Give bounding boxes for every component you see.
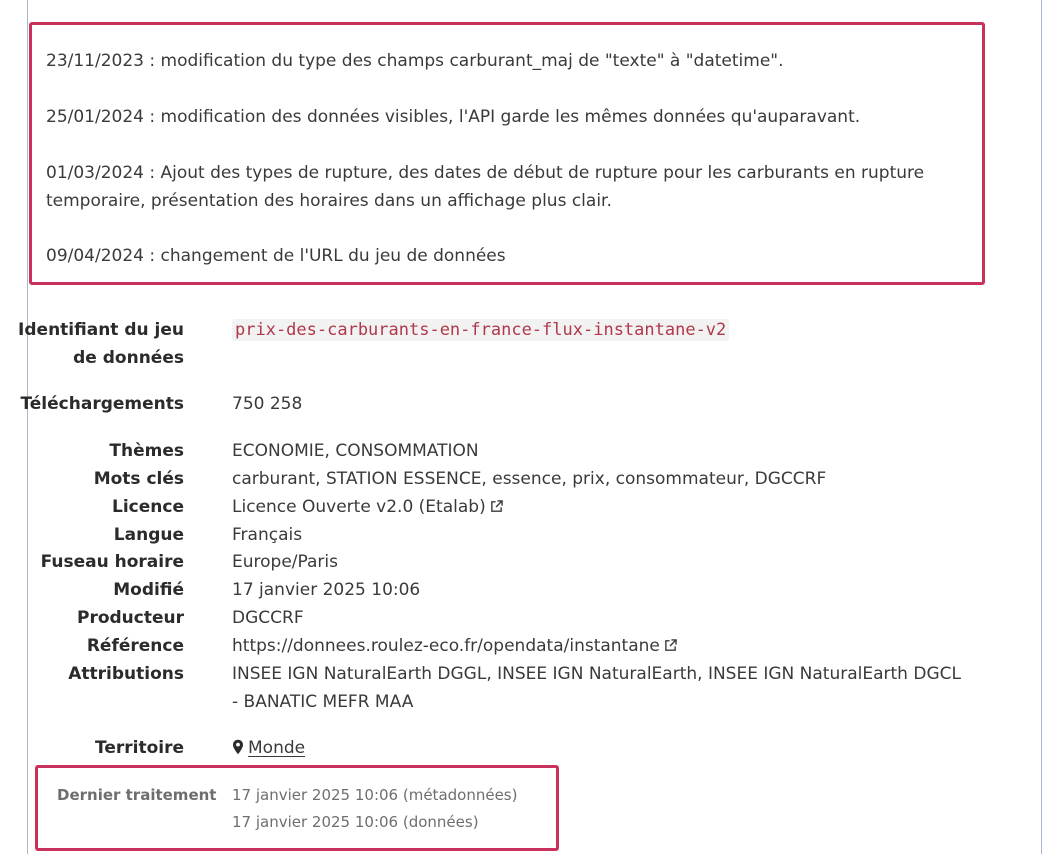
processing-data-date: 17 janvier 2025 10:06 (données) xyxy=(232,813,479,831)
external-link-icon xyxy=(490,500,503,513)
producteur-value: DGCCRF xyxy=(232,608,304,628)
territoire-link[interactable] xyxy=(232,734,305,762)
licence-link[interactable] xyxy=(232,493,503,521)
licence-label: Licence xyxy=(112,497,184,517)
fuseau-value: Europe/Paris xyxy=(232,552,338,572)
mots-cles-label: Mots clés xyxy=(93,469,184,489)
telechargements-value: 750 258 xyxy=(232,394,303,414)
mots-cles-value: carburant, STATION ESSENCE, essence, prix, consommateur, DGCCRF xyxy=(232,469,827,489)
note-line-4: temporaire, présentation des horaires dans un affichage plus clair. xyxy=(46,191,612,211)
note-line-3: 01/03/2024 : Ajout des types de rupture, des dates de début de rupture pour les carburants en rupture xyxy=(46,163,925,183)
identifiant-label-line-1: Identifiant du jeu xyxy=(18,320,184,340)
note-line-1: 23/11/2023 : modification du type des champs carburant_maj de "texte" à "datetime". xyxy=(46,51,784,71)
langue-value: Français xyxy=(232,525,303,545)
content-left-border xyxy=(27,0,28,854)
themes-label: Thèmes xyxy=(109,441,184,461)
langue-label: Langue xyxy=(113,525,184,545)
map-pin-icon xyxy=(232,739,244,755)
attributions-value-line-2: - BANATIC MEFR MAA xyxy=(232,692,414,712)
licence-link-text[interactable]: Licence Ouverte v2.0 (Etalab) xyxy=(232,497,486,517)
attributions-label: Attributions xyxy=(68,664,184,684)
note-line-5: 09/04/2024 : changement de l'URL du jeu de données xyxy=(46,246,506,266)
territoire-link-text[interactable]: Monde xyxy=(248,738,306,758)
external-link-icon xyxy=(664,639,677,652)
themes-value: ECONOMIE, CONSOMMATION xyxy=(232,441,479,461)
territoire-label: Territoire xyxy=(94,738,184,758)
dernier-traitement-label: Dernier traitement xyxy=(57,786,217,804)
note-line-2: 25/01/2024 : modification des données visibles, l'API garde les mêmes données qu'auparavant. xyxy=(46,107,861,127)
content-right-border xyxy=(1041,0,1042,854)
reference-label: Référence xyxy=(86,636,184,656)
producteur-label: Producteur xyxy=(76,608,184,628)
fuseau-label: Fuseau horaire xyxy=(40,552,184,572)
telechargements-label: Téléchargements xyxy=(20,394,184,414)
attributions-value-line-1: INSEE IGN NaturalEarth DGGL, INSEE IGN NaturalEarth, INSEE IGN NaturalEarth DGCL xyxy=(232,664,961,684)
dataset-identifier: prix-des-carburants-en-france-flux-instantane-v2 xyxy=(232,319,729,341)
modifie-label: Modifié xyxy=(113,580,184,600)
identifiant-label-line-2: de données xyxy=(73,348,184,368)
modifie-value: 17 janvier 2025 10:06 xyxy=(232,580,421,600)
reference-link-text[interactable]: https://donnees.roulez-eco.fr/opendata/instantane xyxy=(232,636,660,656)
reference-link[interactable] xyxy=(232,632,677,660)
processing-metadata-date: 17 janvier 2025 10:06 (métadonnées) xyxy=(232,786,518,804)
